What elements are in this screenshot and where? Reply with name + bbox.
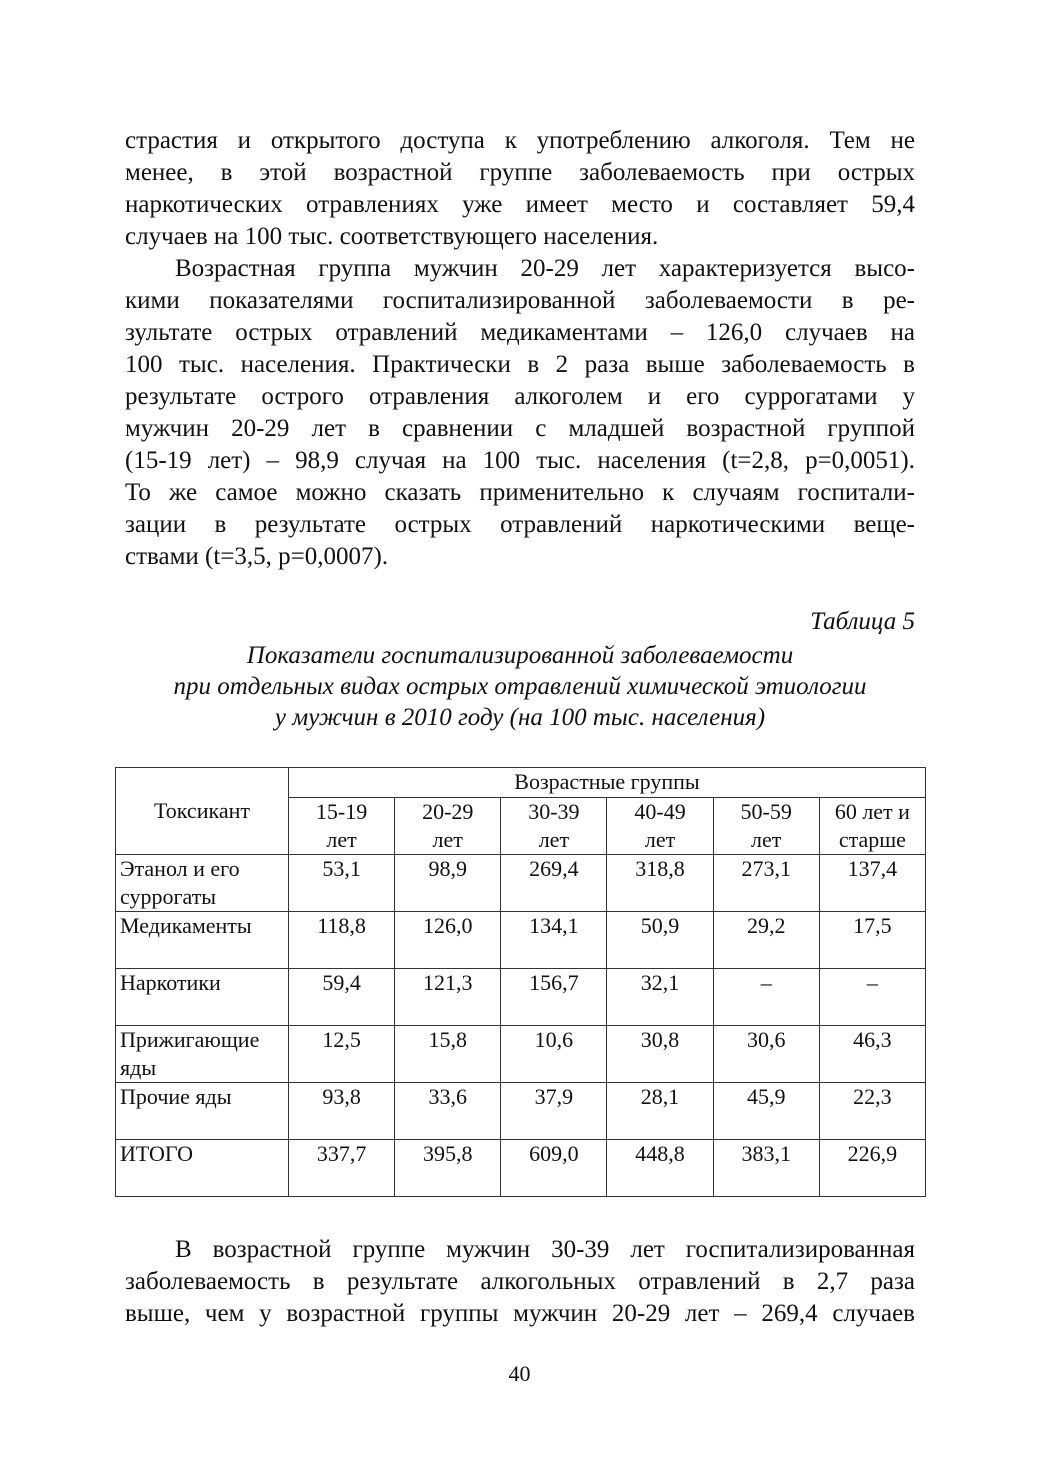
column-header: 30-39 лет (501, 798, 607, 855)
table-cell: 59,4 (289, 969, 395, 1026)
table-cell: 448,8 (607, 1140, 713, 1197)
table-cell: 33,6 (395, 1083, 501, 1140)
row-label: Прочие яды (116, 1083, 289, 1140)
table-row (116, 1026, 926, 1083)
text-line: 100 тыс. населения. Практически в 2 раза выше заболеваемость в (125, 351, 915, 378)
row-label: Наркотики (116, 969, 289, 1026)
row-label: Этанол и его суррогаты (116, 855, 289, 912)
table-total-row (116, 1140, 926, 1197)
text-line: зации в результате острых отравлений наркотическими веще- (125, 511, 915, 538)
table-label: Таблица 5 (810, 608, 915, 635)
table-cell: 98,9 (395, 855, 501, 912)
table-cell: 46,3 (819, 1026, 925, 1083)
page-number: 40 (508, 1361, 531, 1386)
table-cell: 30,6 (713, 1026, 819, 1083)
text-line: Возрастная группа мужчин 20-29 лет характеризуется высо- (175, 255, 915, 282)
paragraph-2 (125, 253, 915, 573)
text-line: менее, в этой возрастной группе заболеваемость при острых (125, 159, 915, 186)
table-cell: 126,0 (395, 912, 501, 969)
column-header: 20-29 лет (395, 798, 501, 855)
table-cell: 395,8 (395, 1140, 501, 1197)
text-line: результате острого отравления алкоголем и его суррогатами у (125, 383, 915, 410)
table-row (116, 912, 926, 969)
column-header: 15-19 лет (289, 798, 395, 855)
text-line: наркотических отравлениях уже имеет место и составляет 59,4 (125, 191, 915, 218)
column-header: 60 лет и старше (819, 798, 925, 855)
table-cell: 30,8 (607, 1026, 713, 1083)
table-cell: – (713, 969, 819, 1026)
table-cell: 37,9 (501, 1083, 607, 1140)
table-cell: 269,4 (501, 855, 607, 912)
table-cell: 121,3 (395, 969, 501, 1026)
table-cell: 15,8 (395, 1026, 501, 1083)
text-line: выше, чем у возрастной группы мужчин 20-29 лет – 269,4 случаев (125, 1300, 915, 1327)
paragraph-1 (125, 125, 915, 253)
table-cell: 609,0 (501, 1140, 607, 1197)
table-cell: 134,1 (501, 912, 607, 969)
table-title-line: Показатели госпитализированной заболеваемости (246, 642, 794, 669)
table-row (116, 1083, 926, 1140)
column-header: 40-49 лет (607, 798, 713, 855)
table-title (115, 640, 925, 733)
table-cell: 32,1 (607, 969, 713, 1026)
table-cell: 93,8 (289, 1083, 395, 1140)
table-cell: 226,9 (819, 1140, 925, 1197)
text-line: зультате острых отравлений медикаментами – 126,0 случаев на (125, 319, 915, 346)
table-row (116, 855, 926, 912)
text-line: В возрастной группе мужчин 30-39 лет госпитализированная (175, 1236, 915, 1263)
paragraph-3 (125, 1234, 915, 1330)
text-line: кими показателями госпитализированной заболеваемости в ре- (125, 287, 915, 314)
table-cell: 22,3 (819, 1083, 925, 1140)
table-cell: 156,7 (501, 969, 607, 1026)
table-cell: 17,5 (819, 912, 925, 969)
table-cell: 318,8 (607, 855, 713, 912)
text-line: страстия и открытого доступа к употреблению алкоголя. Тем не (125, 127, 915, 154)
corner-header: Токсикант (116, 768, 289, 855)
table-cell: 273,1 (713, 855, 819, 912)
table-cell: 12,5 (289, 1026, 395, 1083)
text-line: мужчин 20-29 лет в сравнении с младшей возрастной группой (125, 415, 915, 442)
text-line: (15-19 лет) – 98,9 случая на 100 тыс. населения (t=2,8, p=0,0051). (125, 447, 915, 474)
group-header: Возрастные группы (289, 768, 926, 798)
table-cell: 383,1 (713, 1140, 819, 1197)
column-header: 50-59 лет (713, 798, 819, 855)
table-cell: – (819, 969, 925, 1026)
table-cell: 53,1 (289, 855, 395, 912)
table-cell: 29,2 (713, 912, 819, 969)
table-title-line: при отдельных видах острых отравлений химической этиологии (173, 673, 867, 700)
table-cell: 50,9 (607, 912, 713, 969)
table-cell: 337,7 (289, 1140, 395, 1197)
table-title-line: у мужчин в 2010 году (на 100 тыс. населения) (274, 704, 766, 731)
table-cell: 118,8 (289, 912, 395, 969)
table-cell: 137,4 (819, 855, 925, 912)
row-label: Медикаменты (116, 912, 289, 969)
table-cell: 28,1 (607, 1083, 713, 1140)
table-header-row (116, 768, 926, 798)
row-label: ИТОГО (116, 1140, 289, 1197)
text-line: ствами (t=3,5, p=0,0007). (125, 543, 389, 570)
data-table (115, 767, 926, 1197)
text-line: То же самое можно сказать применительно к случаям госпитали- (125, 479, 915, 506)
table-cell: 10,6 (501, 1026, 607, 1083)
row-label: Прижигающие яды (116, 1026, 289, 1083)
text-line: случаев на 100 тыс. соответствующего населения. (125, 223, 659, 250)
table-cell: 45,9 (713, 1083, 819, 1140)
table-row (116, 969, 926, 1026)
text-line: заболеваемость в результате алкогольных отравлений в 2,7 раза (125, 1268, 915, 1295)
